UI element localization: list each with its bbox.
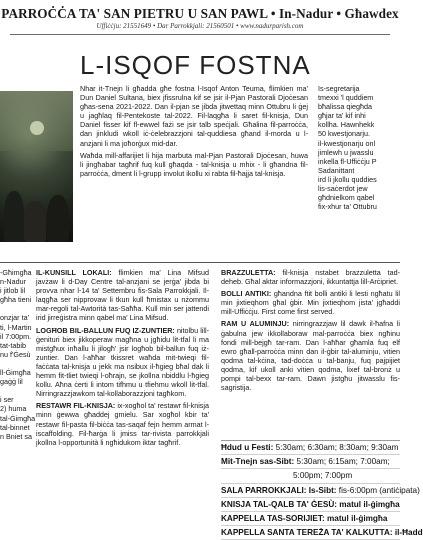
notice-text: għandna ftit bolli antiki li lesti ngħatu lil min jixtieqhom għal ġbir. Min jixtieqhom jista' jgħaddi mill-Uffiċċju. First come first served.: [221, 289, 400, 317]
article-body: [80, 84, 308, 254]
notice-copper-aluminium: [221, 319, 400, 392]
text-line: kollha. Hawnhekk: [318, 120, 375, 130]
schedule-row: [221, 455, 400, 469]
text-line: ll-Ġimgħa: [0, 368, 31, 378]
photo-figure: [47, 195, 69, 242]
text-line: il 7:00pm.: [0, 331, 32, 341]
text-line: Sadanittant: [318, 165, 355, 175]
schedule-label: SALA PARROKKJALI: Is-Sibt:: [221, 485, 337, 495]
text-line: lis-saċerdot jew: [318, 184, 368, 194]
notice-ball-games: [36, 326, 209, 399]
text-line: il-kwestjonarju onl: [318, 138, 376, 148]
schedule-label: Mit-Tnejn sas-Sibt:: [221, 457, 295, 467]
text-line: onzjar ta': [0, 313, 29, 323]
notice-lead: RAM U ALUMINJU:: [221, 319, 290, 329]
text-line: fix-xhur ta' Ottubru: [318, 202, 377, 212]
text-line: [0, 359, 30, 368]
text-line: jimlewh u jwasslu: [318, 147, 374, 157]
notice-lead: BOLLI ANTIKI:: [221, 289, 272, 299]
text-line: inkella fl-Uffiċċju P: [318, 156, 377, 166]
notice-lead: LOGĦOB BIL-BALLUN FUQ IZ-ZUNTIER:: [36, 325, 175, 335]
article-paragraph: Nhar it-Tnejn li għadda għe fostna l-Isqof Anton Teuma, flimkien ma' Dun Daniel Sultana, biex jfissrulna kif se jsir il-Pjan Pastorali Djoċesan għas-sena 2021-2022. Dan il-pjan se jibda jitwettaq minn Ottubru li ġej u jagħlaq fil-Pentekoste tal-2022. Fil-laqgħa li saret fil-knisja, Dun Daniel fisser kif fl-ewwel fażi se jsir talb speċjali. Għalina fil-parroċċa, dan jinkludi wkoll iċ-ċelebrazzjoni tal-quddiesa għand il-morda u l-anzjani li ma joħorġux mid-dar.: [80, 84, 308, 148]
photo-figure: [4, 191, 24, 242]
schedule-row: [221, 526, 423, 540]
photo-light: [30, 121, 44, 135]
left-column-fragment: [0, 268, 36, 533]
parish-title: PARROĊĊA TA' SAN PIETRU U SAN PAWL • In-Nadur • Għawdex: [1, 6, 399, 21]
notice-text: fil-knisja nstabet brazzuletta tad-deheb. Għal aktar informazzjoni, ikkuntattja lill-Arċipriet.: [221, 268, 400, 287]
schedule-label: Ħdud u Festi:: [221, 443, 274, 452]
text-line: għjar ta' kif inhi: [318, 111, 366, 121]
notice-lead: RESTAWR FIL-KNISJA:: [36, 401, 116, 411]
notices-column: [36, 268, 209, 533]
text-line: għdnielkom qabel: [318, 193, 375, 203]
text-line: -Għimgħa: [0, 268, 32, 277]
text-line: tal-Ġimgħa: [0, 413, 36, 423]
article-continuation: [318, 84, 400, 256]
text-line: i jitlob lil: [0, 286, 26, 296]
schedule-times: fis-6:00pm (antiċipata): [336, 485, 420, 495]
schedule-row: [221, 469, 400, 483]
notice-text: nirringrazzjaw lil dawk il-ħafna li ġabulna jew ikkollaboraw mal-parroċċa biex ngħinu fondi mill-bejgħ tar-ram. Dan l-aħħar għamla fuq elf ewro għall-parroċċa minn dan il-ġbir tal-aluminju, vitien qodma tal-kċina, tad-doċċa u tal-banju, fuq pajpijiet qodma, kif ukoll anki vitien qodma, lixef tal-bronż u pompi tal-bexx tar-ram. Dawn jistgħu jitwasslu fis-sagristija.: [221, 319, 400, 393]
text-line: gaġġ lil: [0, 377, 23, 387]
text-line: tat-tabib: [0, 340, 26, 350]
schedule-times: 5:30am; 6:15am; 7:00am;: [294, 457, 390, 467]
text-line: bħalissa qiegħda: [318, 102, 372, 112]
schedule-row: [221, 512, 400, 526]
text-line: n-Nadur: [0, 277, 26, 287]
notice-restoration: [36, 401, 209, 446]
mass-schedule: [221, 440, 423, 538]
church-interior-photo: [0, 91, 73, 242]
header-rule: [10, 34, 390, 35]
notice-bracelet: [221, 268, 400, 286]
schedule-row: [221, 498, 400, 512]
text-line: i ser: [0, 395, 14, 405]
contact-line: Uffiċċju: 21551649 • Dar Parrokkjali: 21560501 • www.nadurparish.com: [96, 22, 304, 30]
text-line: 50 kwestjonarju.: [318, 129, 370, 139]
schedule-times: 5:30am; 6:30am; 8:30am; 9:30am: [273, 443, 399, 452]
schedule-label: KNISJA TAL-QALB TA' ĠESÙ: matul il-ġimgħa: [221, 499, 400, 509]
notice-council: [36, 268, 209, 323]
notice-lead: IL-KUNSILL LOKALI:: [36, 268, 112, 277]
schedule-row: [221, 440, 400, 455]
schedule-times: 5:00pm; 7:00pm: [293, 471, 353, 481]
schedule-label: KAPPELLA TAS-SORIJIET: matul il-ġimgħa: [221, 514, 388, 524]
text-line: tmexxi 'l quddiem: [318, 93, 374, 103]
text-line: nu f'Ġesù: [0, 349, 31, 359]
text-line: ti, l-Martin: [0, 322, 32, 332]
text-line: 2) huma: [0, 404, 27, 414]
schedule-label: KAPPELLA SANTA TEREŻA TA' KALKUTTA: il-Ħadd: [221, 528, 423, 538]
text-line: [0, 304, 30, 313]
notice-text: nitolbu lill-ġenituri biex jikkoperaw magħna u jgħidu lit-tfal li ma mistgħux inħallu li jilogħ' jsir logħob bil-ballun fuq iż-zuntier. Dan l-aħħar tkissret waħda mit-twieqi fil-faċċata tal-knisja u jekk ma nsibux il-ħgieg bħal dak li hemm fit-tliet twieqi l-oħrajn, se jkollna nbiddlu l-ħgieg kollu. Aħna ċerti li intom tifhmu u tfiehmu wkoll lit-tfal. Nirringrazzjawkom tal-kollaborazzjoni tagħkom.: [36, 325, 209, 399]
photo-figure: [24, 201, 46, 242]
text-line: għha tieni: [0, 295, 32, 305]
text-line: ird li jkollu quddies: [318, 174, 377, 184]
article-headline: L-ISQOF FOSTNA: [80, 50, 311, 80]
notices-column-right: [221, 268, 400, 438]
text-line: [0, 386, 30, 395]
notice-lead: BRAZZULETTA:: [221, 268, 276, 277]
page-header: [0, 0, 400, 46]
text-line: Is-segretarija: [318, 84, 360, 93]
schedule-row: [221, 484, 420, 498]
section-rule: [0, 262, 400, 263]
notice-text: ix-xogħol ta' restawr fil-knisja minn ġewwa għaddej gmielu. Sar xogħol kbir ta' restawr fil-pasta fil-biċċa tas-saqaf fejn hemm armat l-iscaffolding. Fil-ħarġa li jmiss tar-rivista parrokkjali jkollna l-opportunità li ngħidukom iktar tagħrif.: [36, 401, 209, 447]
text-line: n Bniet sa: [0, 431, 32, 441]
article-paragraph: Waħda mill-affarijiet li hija marbuta mal-Pjan Pastorali Djoċesan, huwa li jingħabar tagħrif fuq kull għaqda - tal-knisja u mhix - li għandna fil-parroċċa, dment li l-grupp involut ikollu xi rabta fil-ħajja tal-knisja.: [80, 150, 308, 178]
text-line: tal-binnet: [0, 422, 30, 432]
notice-text: flimkien ma' Lina Mifsud javżaw li d-Day Centre tal-anzjani se jerġa' jibda bi provva nhar l-14 ta' Settembru fis-Sala Parrokkjali. Il-laqgħa ser nipprovaw li tkun kull ħmistax u nżommu mar-regoli tal-Awtorità tas-Saħħa. Kull min ser jattendi irid jirreġistra minn qabel ma' Lina Mifsud.: [36, 268, 209, 323]
notice-stamps: [221, 289, 400, 316]
